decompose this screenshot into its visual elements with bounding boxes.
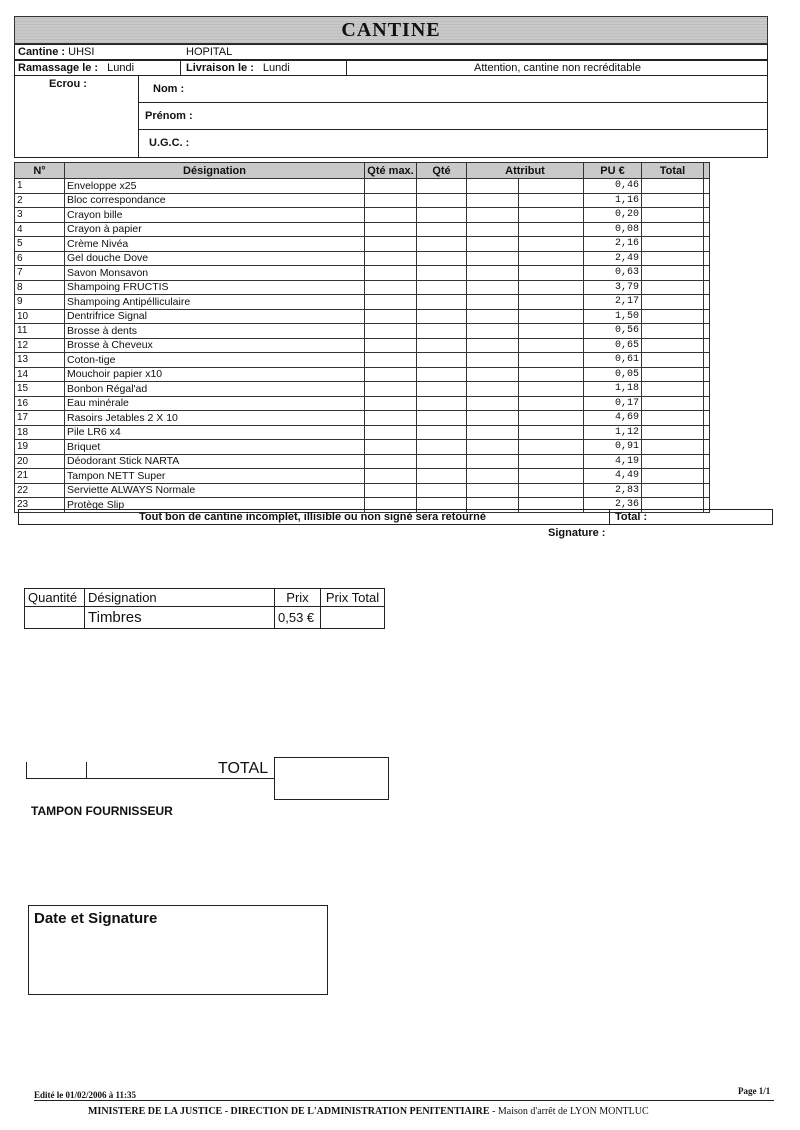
ramassage-value: Lundi [107, 62, 135, 74]
row-qty-max [365, 367, 417, 382]
timbres-header-designation: Désignation [85, 589, 275, 607]
row-num: 1 [15, 179, 65, 194]
row-attribut-a [467, 353, 519, 368]
row-blank [704, 324, 710, 339]
row-pu: 0,63 [584, 266, 642, 281]
row-qty [417, 237, 467, 252]
row-qty [417, 454, 467, 469]
total-line [26, 778, 274, 779]
row-attribut-b [519, 353, 584, 368]
row-attribut-b [519, 309, 584, 324]
table-row [15, 396, 710, 411]
page-title: CANTINE [341, 19, 441, 41]
row-qty [417, 338, 467, 353]
row-pu: 2,36 [584, 498, 642, 513]
table-row [15, 222, 710, 237]
row-pu: 0,05 [584, 367, 642, 382]
row-qty [417, 309, 467, 324]
row-designation: Enveloppe x25 [65, 179, 365, 194]
row-designation: Crayon à papier [65, 222, 365, 237]
col-header-num: N° [15, 163, 65, 179]
col-header-total: Total [642, 163, 704, 179]
row-num: 13 [15, 353, 65, 368]
row-pu: 1,12 [584, 425, 642, 440]
row-qty-max [365, 179, 417, 194]
row-total [642, 251, 704, 266]
identity-block [14, 75, 768, 158]
row-pu: 1,16 [584, 193, 642, 208]
warning-text: Attention, cantine non recréditable [474, 62, 641, 74]
row-qty [417, 266, 467, 281]
row-qty [417, 367, 467, 382]
row-attribut-a [467, 193, 519, 208]
row-qty-max [365, 338, 417, 353]
row-blank [704, 396, 710, 411]
timbres-price: 0,53 € [275, 607, 321, 629]
row-blank [704, 193, 710, 208]
cantine-field [18, 45, 94, 59]
row-pu: 0,65 [584, 338, 642, 353]
row-blank [704, 454, 710, 469]
prenom-label: Prénom : [145, 110, 193, 122]
row-qty [417, 469, 467, 484]
row-attribut-a [467, 179, 519, 194]
row-total [642, 309, 704, 324]
prenom-row [139, 103, 767, 130]
row-designation: Rasoirs Jetables 2 X 10 [65, 411, 365, 426]
row-pu: 4,69 [584, 411, 642, 426]
row-designation: Shampoing FRUCTIS [65, 280, 365, 295]
date-signature-label: Date et Signature [34, 910, 158, 927]
row-designation: Serviette ALWAYS Normale [65, 483, 365, 498]
row-qty-max [365, 483, 417, 498]
row-num: 8 [15, 280, 65, 295]
row-pu: 0,61 [584, 353, 642, 368]
row-attribut-a [467, 483, 519, 498]
row-attribut-b [519, 280, 584, 295]
timbres-total-label: TOTAL [218, 760, 269, 777]
row-designation: Dentrifrice Signal [65, 309, 365, 324]
row-designation: Eau minérale [65, 396, 365, 411]
row-attribut-a [467, 295, 519, 310]
row-divider [346, 60, 347, 76]
row-attribut-a [467, 222, 519, 237]
title-bar [14, 16, 768, 44]
table-row [15, 425, 710, 440]
row-pu: 0,46 [584, 179, 642, 194]
table-row [15, 483, 710, 498]
col-header-blank [704, 163, 710, 179]
row-attribut-b [519, 193, 584, 208]
footer-ministry-text: MINISTERE DE LA JUSTICE - DIRECTION DE L'ADMINISTRATION PENITENTIAIRE [88, 1106, 490, 1117]
row-attribut-a [467, 396, 519, 411]
row-blank [704, 222, 710, 237]
row-pu: 0,91 [584, 440, 642, 455]
row-attribut-b [519, 208, 584, 223]
ramassage-field [18, 61, 134, 75]
row-qty-max [365, 396, 417, 411]
row-pu: 2,83 [584, 483, 642, 498]
col-header-qty: Qté [417, 163, 467, 179]
row-qty [417, 193, 467, 208]
row-total [642, 454, 704, 469]
row-blank [704, 382, 710, 397]
row-designation: Brosse à dents [65, 324, 365, 339]
row-attribut-b [519, 483, 584, 498]
row-qty [417, 483, 467, 498]
row-qty-max [365, 280, 417, 295]
livraison-value: Lundi [262, 62, 290, 74]
total-box [274, 757, 389, 800]
total-label: Total : [615, 511, 648, 523]
notice-divider [609, 510, 610, 524]
row-qty-max [365, 208, 417, 223]
row-qty [417, 251, 467, 266]
row-attribut-b [519, 179, 584, 194]
row-designation: Protège Slip [65, 498, 365, 513]
table-row [15, 367, 710, 382]
timbres-header-qty: Quantité [25, 589, 85, 607]
row-attribut-a [467, 309, 519, 324]
row-blank [704, 353, 710, 368]
row-num: 3 [15, 208, 65, 223]
table-row [15, 353, 710, 368]
row-blank [704, 425, 710, 440]
row-total [642, 367, 704, 382]
row-total [642, 396, 704, 411]
row-divider [180, 60, 181, 76]
row-total [642, 469, 704, 484]
row-total [642, 483, 704, 498]
row-blank [704, 237, 710, 252]
row-total [642, 295, 704, 310]
footer-page: Page 1/1 [738, 1086, 771, 1096]
row-designation: Bonbon Régal'ad [65, 382, 365, 397]
cantine-row [14, 44, 768, 60]
cantine-place: HOPITAL [186, 46, 233, 58]
notice-row [18, 509, 773, 525]
row-qty [417, 324, 467, 339]
table-header-row [15, 163, 710, 179]
row-total [642, 237, 704, 252]
row-qty-max [365, 237, 417, 252]
row-attribut-a [467, 411, 519, 426]
row-designation: Gel douche Dove [65, 251, 365, 266]
row-total [642, 324, 704, 339]
row-blank [704, 251, 710, 266]
row-attribut-a [467, 440, 519, 455]
row-designation: Briquet [65, 440, 365, 455]
row-qty-max [365, 324, 417, 339]
row-attribut-b [519, 454, 584, 469]
footer-ministry [88, 1106, 649, 1117]
row-blank [704, 367, 710, 382]
row-qty-max [365, 425, 417, 440]
row-blank [704, 309, 710, 324]
row-attribut-a [467, 324, 519, 339]
row-attribut-a [467, 454, 519, 469]
row-num: 14 [15, 367, 65, 382]
row-attribut-b [519, 382, 584, 397]
row-qty [417, 179, 467, 194]
stamp-label: TAMPON FOURNISSEUR [31, 804, 173, 818]
row-total [642, 222, 704, 237]
row-pu: 2,49 [584, 251, 642, 266]
row-blank [704, 483, 710, 498]
row-designation: Bloc correspondance [65, 193, 365, 208]
row-attribut-b [519, 411, 584, 426]
footer-edited: Edité le 01/02/2006 à 11:35 [34, 1090, 136, 1100]
row-num: 4 [15, 222, 65, 237]
col-header-designation: Désignation [65, 163, 365, 179]
row-attribut-b [519, 367, 584, 382]
row-designation: Déodorant Stick NARTA [65, 454, 365, 469]
row-blank [704, 338, 710, 353]
row-qty [417, 396, 467, 411]
table-row [15, 324, 710, 339]
row-attribut-a [467, 280, 519, 295]
row-attribut-b [519, 222, 584, 237]
row-attribut-b [519, 469, 584, 484]
row-attribut-a [467, 425, 519, 440]
nom-label: Nom : [153, 83, 185, 95]
table-row [15, 237, 710, 252]
timbres-header-prix-total: Prix Total [321, 589, 385, 607]
row-pu: 0,17 [584, 396, 642, 411]
row-attribut-a [467, 469, 519, 484]
row-qty [417, 440, 467, 455]
nom-row [139, 76, 767, 103]
row-attribut-b [519, 295, 584, 310]
table-row [15, 280, 710, 295]
footer-rule [34, 1100, 774, 1101]
row-pu: 1,50 [584, 309, 642, 324]
ugc-row [139, 130, 767, 157]
table-row [15, 251, 710, 266]
total-tick-left [26, 762, 27, 779]
row-qty [417, 382, 467, 397]
timbres-table [24, 588, 385, 629]
row-blank [704, 179, 710, 194]
row-num: 20 [15, 454, 65, 469]
row-pu: 0,20 [584, 208, 642, 223]
timbres-header-row [25, 589, 385, 607]
row-pu: 4,19 [584, 454, 642, 469]
row-total [642, 266, 704, 281]
product-table [14, 162, 710, 513]
notice-text: Tout bon de cantine incomplet, illisible ou non signé sera retourné [139, 511, 486, 523]
row-total [642, 338, 704, 353]
row-total [642, 193, 704, 208]
row-attribut-b [519, 266, 584, 281]
table-row [15, 266, 710, 281]
row-qty-max [365, 469, 417, 484]
timbres-total-cell [321, 607, 385, 629]
signature-label: Signature : [548, 527, 606, 539]
row-designation: Brosse à Cheveux [65, 338, 365, 353]
row-attribut-b [519, 324, 584, 339]
row-qty-max [365, 251, 417, 266]
row-qty-max [365, 295, 417, 310]
row-num: 21 [15, 469, 65, 484]
row-pu: 2,16 [584, 237, 642, 252]
row-total [642, 440, 704, 455]
row-designation: Mouchoir papier x10 [65, 367, 365, 382]
row-pu: 4,49 [584, 469, 642, 484]
row-num: 18 [15, 425, 65, 440]
timbres-row [25, 607, 385, 629]
row-qty [417, 280, 467, 295]
row-attribut-a [467, 382, 519, 397]
timbres-designation: Timbres [85, 607, 275, 629]
product-table-wrap [14, 162, 710, 513]
row-attribut-a [467, 208, 519, 223]
row-qty-max [365, 193, 417, 208]
table-row [15, 454, 710, 469]
table-row [15, 193, 710, 208]
row-blank [704, 440, 710, 455]
row-num: 12 [15, 338, 65, 353]
row-qty [417, 353, 467, 368]
table-row [15, 208, 710, 223]
row-qty-max [365, 222, 417, 237]
row-designation: Coton-tige [65, 353, 365, 368]
row-designation: Crayon bille [65, 208, 365, 223]
livraison-label: Livraison le : [186, 62, 254, 74]
table-row [15, 440, 710, 455]
row-total [642, 382, 704, 397]
timbres-header-prix: Prix [275, 589, 321, 607]
row-pu: 3,79 [584, 280, 642, 295]
row-num: 11 [15, 324, 65, 339]
col-header-pu: PU € [584, 163, 642, 179]
row-attribut-b [519, 338, 584, 353]
row-attribut-a [467, 367, 519, 382]
row-num: 2 [15, 193, 65, 208]
table-row [15, 469, 710, 484]
table-row [15, 179, 710, 194]
row-num: 9 [15, 295, 65, 310]
row-designation: Tampon NETT Super [65, 469, 365, 484]
row-blank [704, 280, 710, 295]
col-header-attribut: Attribut [467, 163, 584, 179]
row-attribut-b [519, 440, 584, 455]
timbres-table-wrap [24, 588, 385, 629]
row-attribut-b [519, 237, 584, 252]
row-attribut-b [519, 251, 584, 266]
row-attribut-a [467, 266, 519, 281]
row-designation: Pile LR6 x4 [65, 425, 365, 440]
table-row [15, 338, 710, 353]
table-row [15, 382, 710, 397]
row-num: 7 [15, 266, 65, 281]
row-qty-max [365, 266, 417, 281]
row-num: 16 [15, 396, 65, 411]
row-num: 15 [15, 382, 65, 397]
row-num: 17 [15, 411, 65, 426]
row-qty-max [365, 309, 417, 324]
row-total [642, 425, 704, 440]
row-total [642, 280, 704, 295]
col-header-qty-max: Qté max. [365, 163, 417, 179]
row-pu: 0,56 [584, 324, 642, 339]
row-qty [417, 222, 467, 237]
livraison-field [186, 61, 290, 75]
row-total [642, 353, 704, 368]
row-num: 22 [15, 483, 65, 498]
row-attribut-b [519, 396, 584, 411]
row-qty-max [365, 454, 417, 469]
row-num: 6 [15, 251, 65, 266]
date-signature-box [28, 905, 328, 995]
row-pu: 0,08 [584, 222, 642, 237]
row-num: 5 [15, 237, 65, 252]
row-qty [417, 208, 467, 223]
row-total [642, 411, 704, 426]
row-attribut-b [519, 425, 584, 440]
row-designation: Crème Nivéa [65, 237, 365, 252]
table-row [15, 295, 710, 310]
row-attribut-a [467, 237, 519, 252]
product-rows [15, 179, 710, 513]
row-attribut-a [467, 251, 519, 266]
row-blank [704, 208, 710, 223]
cantine-label: Cantine : [18, 46, 66, 58]
row-attribut-a [467, 338, 519, 353]
table-row [15, 411, 710, 426]
row-qty-max [365, 411, 417, 426]
row-qty-max [365, 382, 417, 397]
row-pu: 1,18 [584, 382, 642, 397]
footer-establishment: - Maison d'arrêt de LYON MONTLUC [492, 1106, 649, 1117]
row-designation: Savon Monsavon [65, 266, 365, 281]
row-qty [417, 425, 467, 440]
row-designation: Shampoing Antipélliculaire [65, 295, 365, 310]
row-blank [704, 411, 710, 426]
timbres-qty-cell [25, 607, 85, 629]
row-qty [417, 411, 467, 426]
cantine-value: UHSI [68, 46, 95, 58]
row-qty-max [365, 353, 417, 368]
row-num: 10 [15, 309, 65, 324]
ecrou-label: Ecrou : [49, 78, 87, 90]
row-qty-max [365, 440, 417, 455]
row-total [642, 208, 704, 223]
row-total [642, 179, 704, 194]
row-pu: 2,17 [584, 295, 642, 310]
total-tick-mid [86, 762, 87, 779]
row-num: 23 [15, 498, 65, 513]
row-qty [417, 295, 467, 310]
ramassage-label: Ramassage le : [18, 62, 99, 74]
table-row [15, 309, 710, 324]
row-blank [704, 469, 710, 484]
row-blank [704, 295, 710, 310]
ecrou-cell [15, 76, 139, 157]
ugc-label: U.G.C. : [149, 137, 190, 149]
row-num: 19 [15, 440, 65, 455]
row-blank [704, 266, 710, 281]
